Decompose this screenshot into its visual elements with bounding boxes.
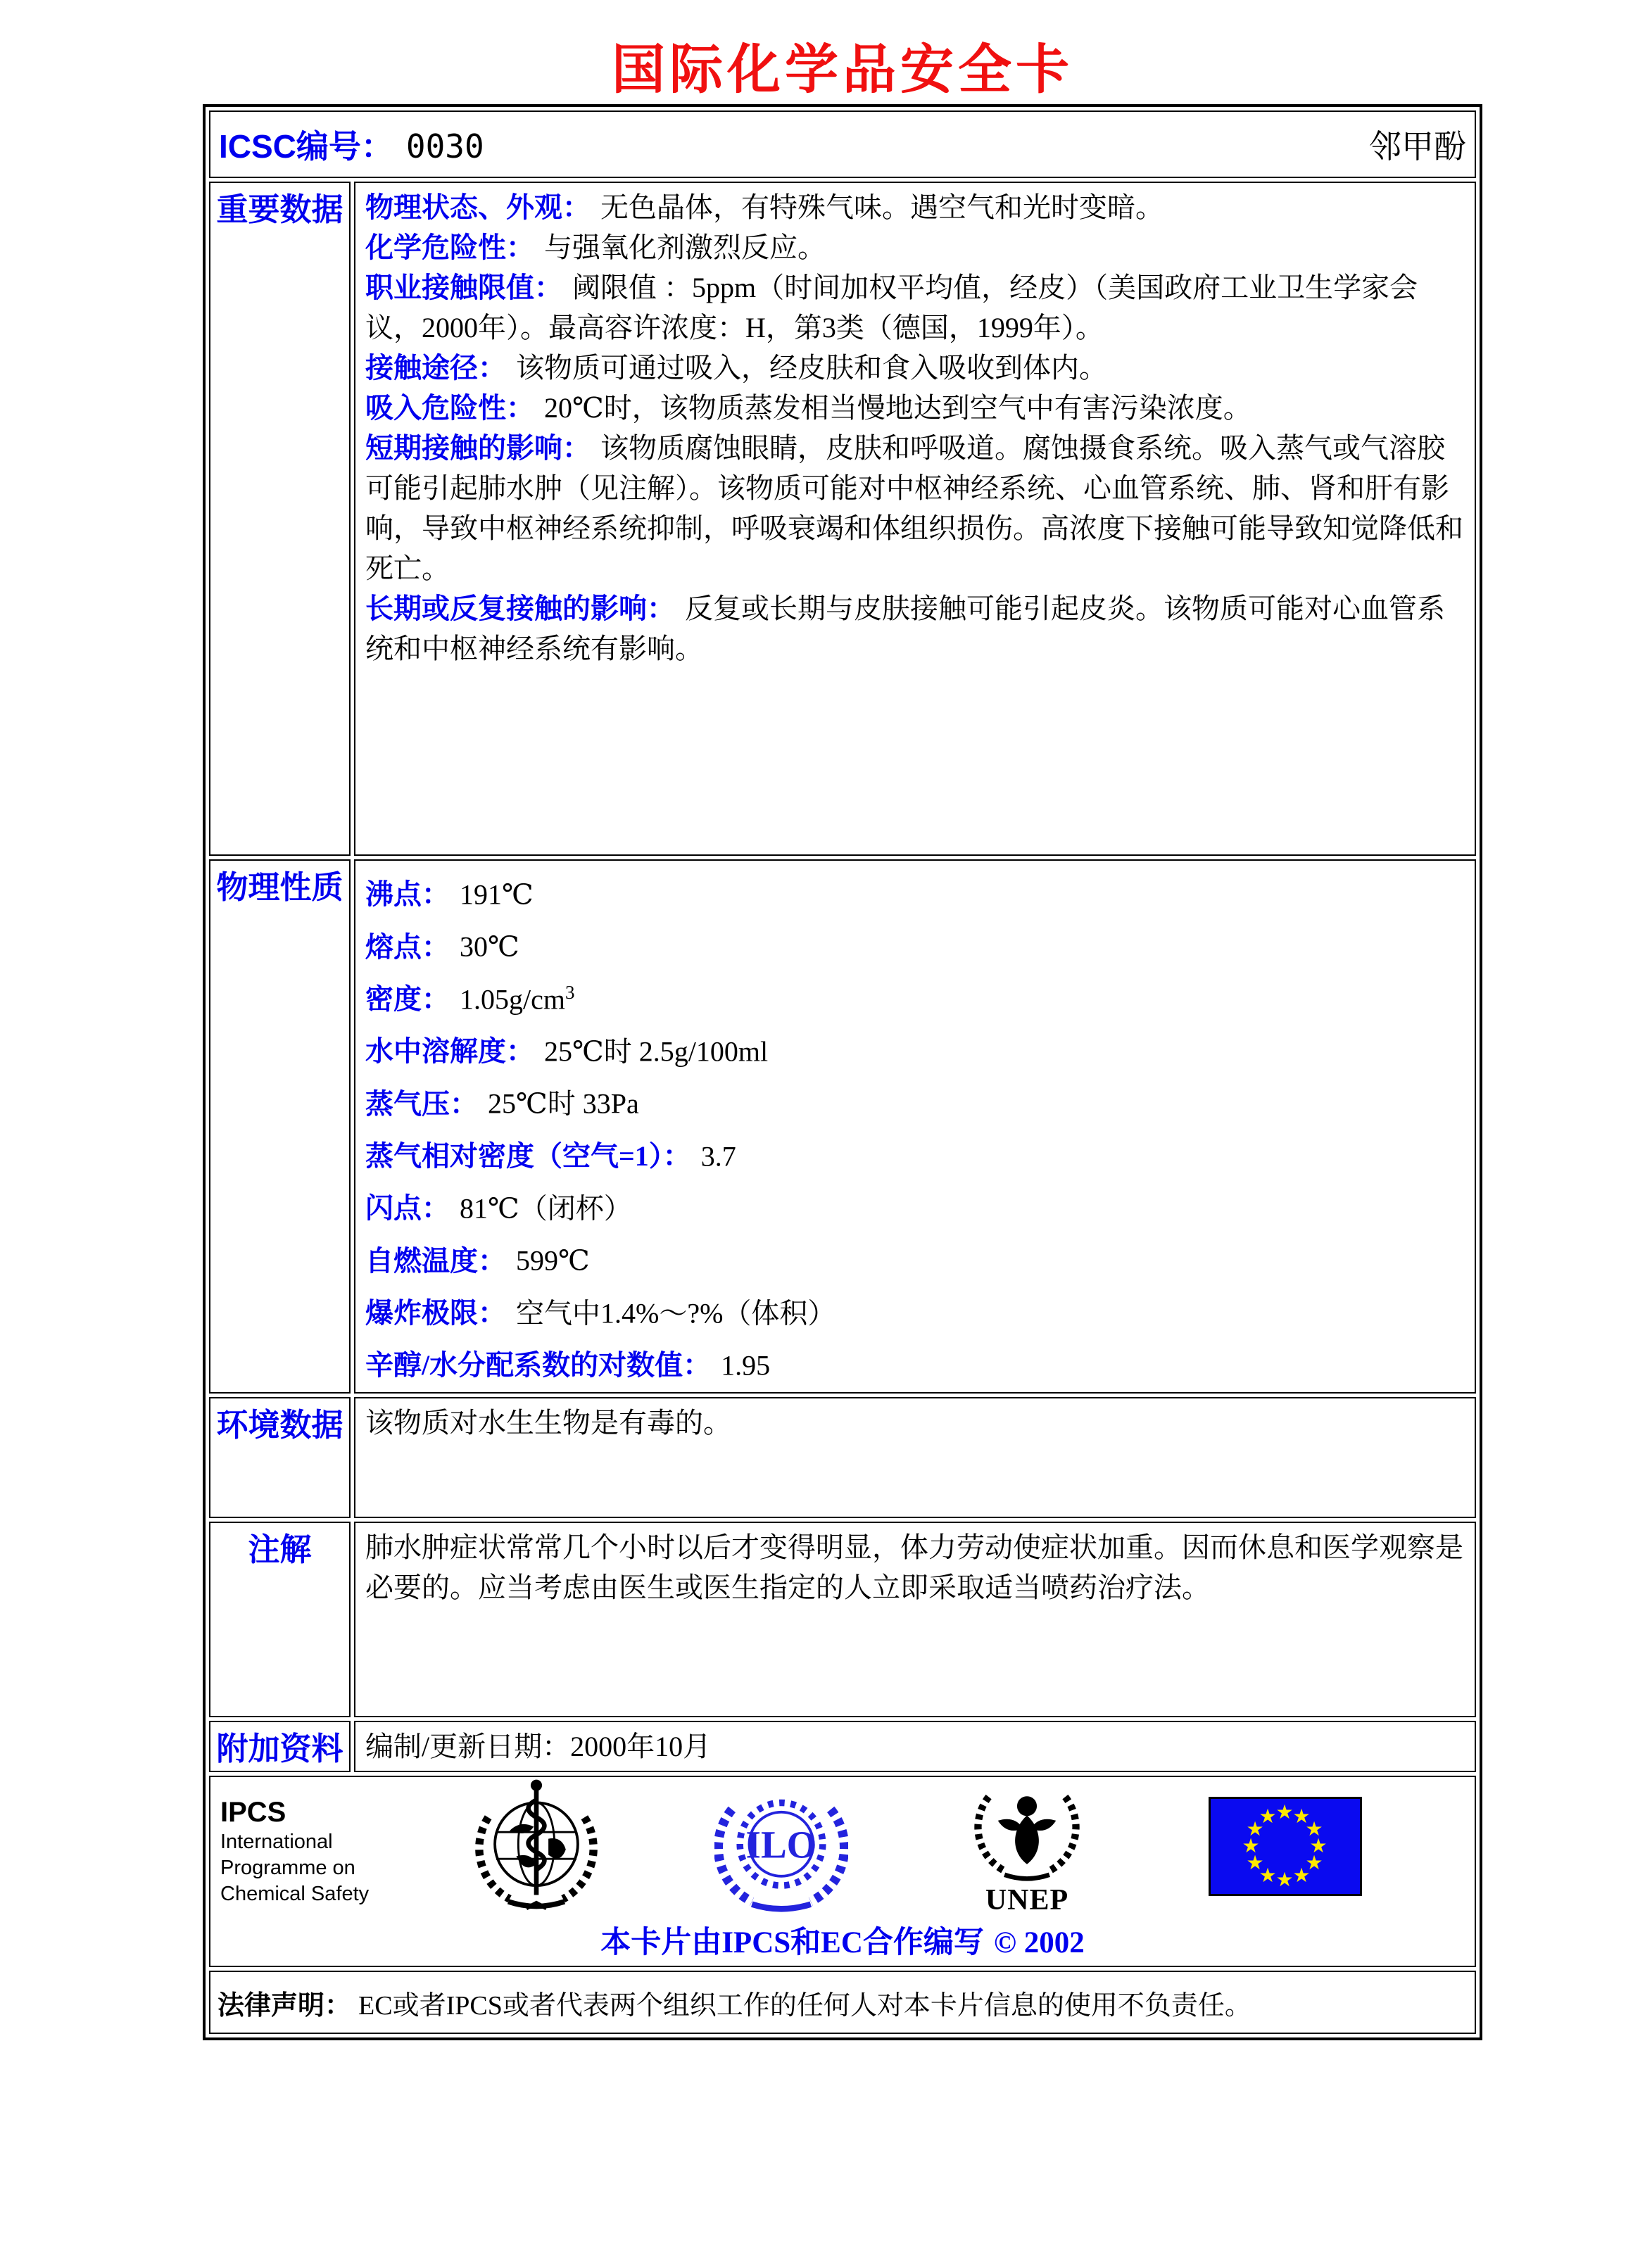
icsc-card-table [203, 104, 1482, 2040]
physical-property: 熔点： 30℃ [365, 930, 519, 963]
footer-caption: 本卡片由IPCS和EC合作编写 © 2002 [600, 1926, 1085, 1960]
update-date-label: 编制/更新日期： [365, 1731, 571, 1763]
unep-logo-icon [971, 1777, 1083, 1917]
svg-text:★: ★ [1275, 1800, 1294, 1824]
physical-property: 蒸气相对密度（空气=1）： 3.7 [365, 1139, 736, 1172]
important-item: 吸入危险性： 20℃时，该物质蒸发相当慢地达到空气中有害污染浓度。 [365, 392, 1251, 424]
svg-text:★: ★ [1292, 1805, 1311, 1828]
svg-text:ILO: ILO [745, 1823, 817, 1866]
physical-property: 蒸气压： 25℃时 33Pa [365, 1087, 639, 1120]
svg-text:★: ★ [1305, 1817, 1323, 1841]
svg-text:★: ★ [1259, 1864, 1277, 1888]
legal-row [209, 1971, 1476, 2034]
section-label-important-data: 重要数据 [209, 182, 351, 856]
physical-property: 闪点： 81℃（闭杯） [365, 1192, 632, 1225]
important-data-row [209, 182, 1476, 856]
svg-text:★: ★ [1275, 1868, 1294, 1892]
who-logo-icon [469, 1777, 603, 1921]
notes-row [209, 1522, 1476, 1717]
svg-text:★: ★ [1292, 1864, 1311, 1888]
update-date-value: 2000年10月 [570, 1731, 712, 1763]
ilo-logo-icon [714, 1783, 848, 1916]
legal-text: EC或者IPCS或者代表两个组织工作的任何人对本卡片信息的使用不负责任。 [358, 1990, 1251, 2021]
section-label-additional-info: 附加资料 [209, 1721, 351, 1772]
svg-text:★: ★ [1246, 1851, 1264, 1875]
header-cell [209, 110, 1476, 178]
physical-properties-row [209, 859, 1476, 1394]
svg-text:★: ★ [1309, 1834, 1328, 1858]
ipcs-text-block: IPCS International Programme on Chemical Safety [220, 1797, 370, 1906]
physical-property: 水中溶解度： 25℃时 2.5g/100ml [365, 1035, 769, 1068]
section-label-physical-properties: 物理性质 [209, 859, 351, 1394]
eu-flag-icon [1209, 1797, 1362, 1900]
svg-text:★: ★ [1259, 1805, 1277, 1828]
svg-text:★: ★ [1305, 1851, 1323, 1875]
important-item: 接触途径： 该物质可通过吸入，经皮肤和食入吸收到体内。 [365, 352, 1107, 384]
logos-footer-cell [209, 1776, 1476, 1967]
additional-info-content [354, 1721, 1476, 1772]
important-item: 短期接触的影响： 该物质腐蚀眼睛，皮肤和呼吸道。腐蚀摄食系统。吸入蒸气或气溶胶可能引起肺水肿（见注解）。该物质可能对中枢神经系统、心血管系统、肺、肾和肝有影响，导致中枢神经系统抑制，呼吸衰竭和体组织损伤。高浓度下接触可能导致知觉降低和死亡。 [365, 432, 1463, 584]
icsc-number-label: ICSC编号： [219, 128, 393, 165]
chemical-name: 邻甲酚 [1369, 129, 1466, 165]
physical-property: 自燃温度： 599℃ [365, 1244, 590, 1277]
legal-label: 法律声明： [217, 1990, 352, 2021]
logos-footer-row [209, 1776, 1476, 1967]
important-item: 物理状态、外观： 无色晶体，有特殊气味。遇空气和光时变暗。 [365, 191, 1164, 223]
notes-content: 肺水肿症状常常几个小时以后才变得明显，体力劳动使症状加重。因而休息和医学观察是必要的。应当考虑由医生或医生指定的人立即采取适当喷药治疗法。 [354, 1522, 1476, 1717]
physical-property: 爆炸极限： 空气中1.4%～?%（体积） [365, 1296, 836, 1329]
important-item: 化学危险性： 与强氧化剂激烈反应。 [365, 232, 826, 263]
important-item: 长期或反复接触的影响： 反复或长期与皮肤接触可能引起皮炎。该物质可能对心血管系统和中枢神经系统有影响。 [365, 593, 1445, 664]
section-label-environmental-data: 环境数据 [209, 1397, 351, 1518]
icsc-number-value: 0030 [405, 127, 484, 165]
physical-property: 沸点： 191℃ [365, 878, 534, 911]
legal-cell [209, 1971, 1476, 2034]
unep-label: UNEP [985, 1884, 1069, 1917]
important-item: 职业接触限值： 阈限值 ：5ppm（时间加权平均值，经皮）（美国政府工业卫生学家会议，2000年）。最高容许浓度：H，第3类（德国，1999年）。 [365, 272, 1418, 343]
svg-text:★: ★ [1242, 1834, 1260, 1858]
additional-info-row [209, 1721, 1476, 1772]
page-title: 国际化学品安全卡 [612, 41, 1073, 100]
physical-property: 辛醇/水分配系数的对数值： 1.95 [365, 1349, 771, 1382]
environmental-data-content: 该物质对水生生物是有毒的。 [354, 1397, 1476, 1518]
icsc-number-group [219, 121, 484, 168]
physical-properties-content [354, 859, 1476, 1394]
svg-text:★: ★ [1246, 1817, 1264, 1841]
ipcs-title: IPCS [220, 1797, 286, 1828]
section-label-notes: 注解 [209, 1522, 351, 1717]
physical-property: 密度： $1.05g/cm^3$ [365, 981, 575, 1015]
header-row [209, 110, 1476, 178]
environmental-data-row [209, 1397, 1476, 1518]
important-data-content [354, 182, 1476, 856]
